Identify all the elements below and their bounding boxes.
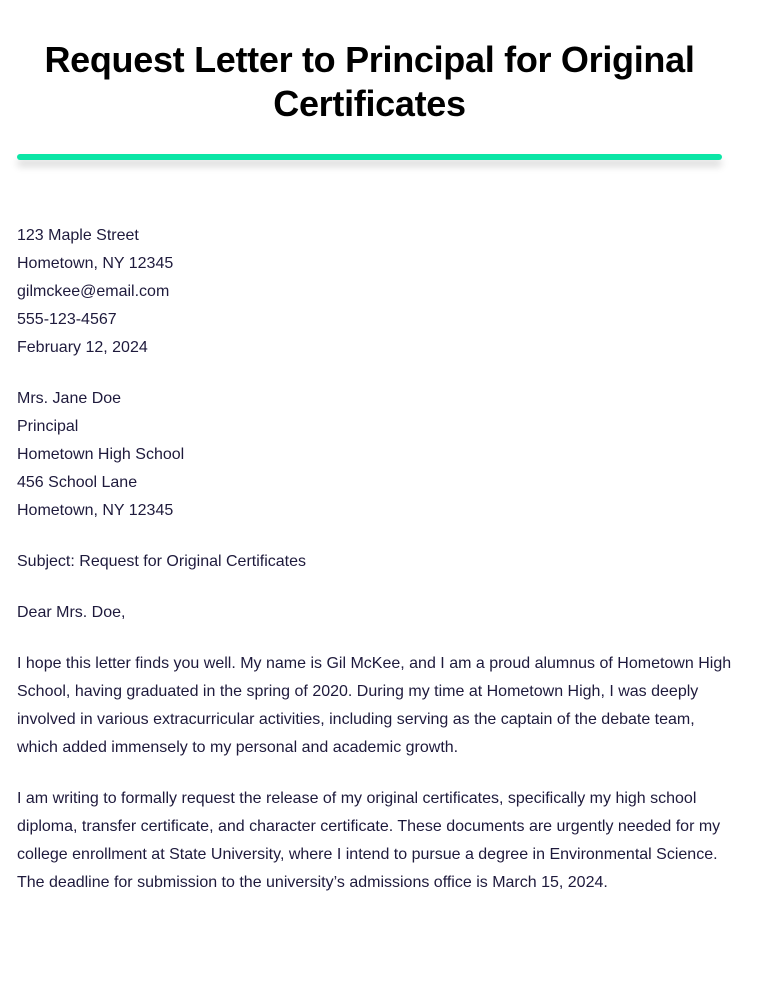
recipient-name: Mrs. Jane Doe <box>17 390 122 407</box>
recipient-title: Principal <box>17 418 79 435</box>
salutation: Dear Mrs. Doe, <box>17 604 126 621</box>
body-paragraph-2: I am writing to formally request the release of my original certificates, specifically my high school diploma, transfer certificate, and character certificate. These documents are urgently needed for my college enrollment at State University, where I intend to pursue a degree in Environmental Science. The deadline for submission to the university’s admissions office is March 15, 2024. <box>17 790 721 891</box>
recipient-address-block <box>17 385 732 525</box>
sender-address-block <box>17 222 732 362</box>
letter-date: February 12, 2024 <box>17 339 148 356</box>
sender-street: 123 Maple Street <box>17 227 139 244</box>
title-accent-divider <box>17 154 722 160</box>
subject-line: Subject: Request for Original Certificates <box>17 553 307 570</box>
page-title: Request Letter to Principal for Original Certificates <box>44 39 695 124</box>
recipient-street: 456 School Lane <box>17 474 138 491</box>
body-paragraph-1: I hope this letter finds you well. My name is Gil McKee, and I am a proud alumnus of Hometown High School, having graduated in the spring of 2020. During my time at Hometown High, I was deeply involved in various extracurricular activities, including serving as the captain of the debate team, which added immensely to my personal and academic growth. <box>17 655 732 756</box>
recipient-school: Hometown High School <box>17 446 185 463</box>
sender-email: gilmckee@email.com <box>17 283 170 300</box>
sender-phone: 555-123-4567 <box>17 311 117 328</box>
sender-city: Hometown, NY 12345 <box>17 255 174 272</box>
letter-body <box>17 222 732 920</box>
recipient-city: Hometown, NY 12345 <box>17 502 174 519</box>
